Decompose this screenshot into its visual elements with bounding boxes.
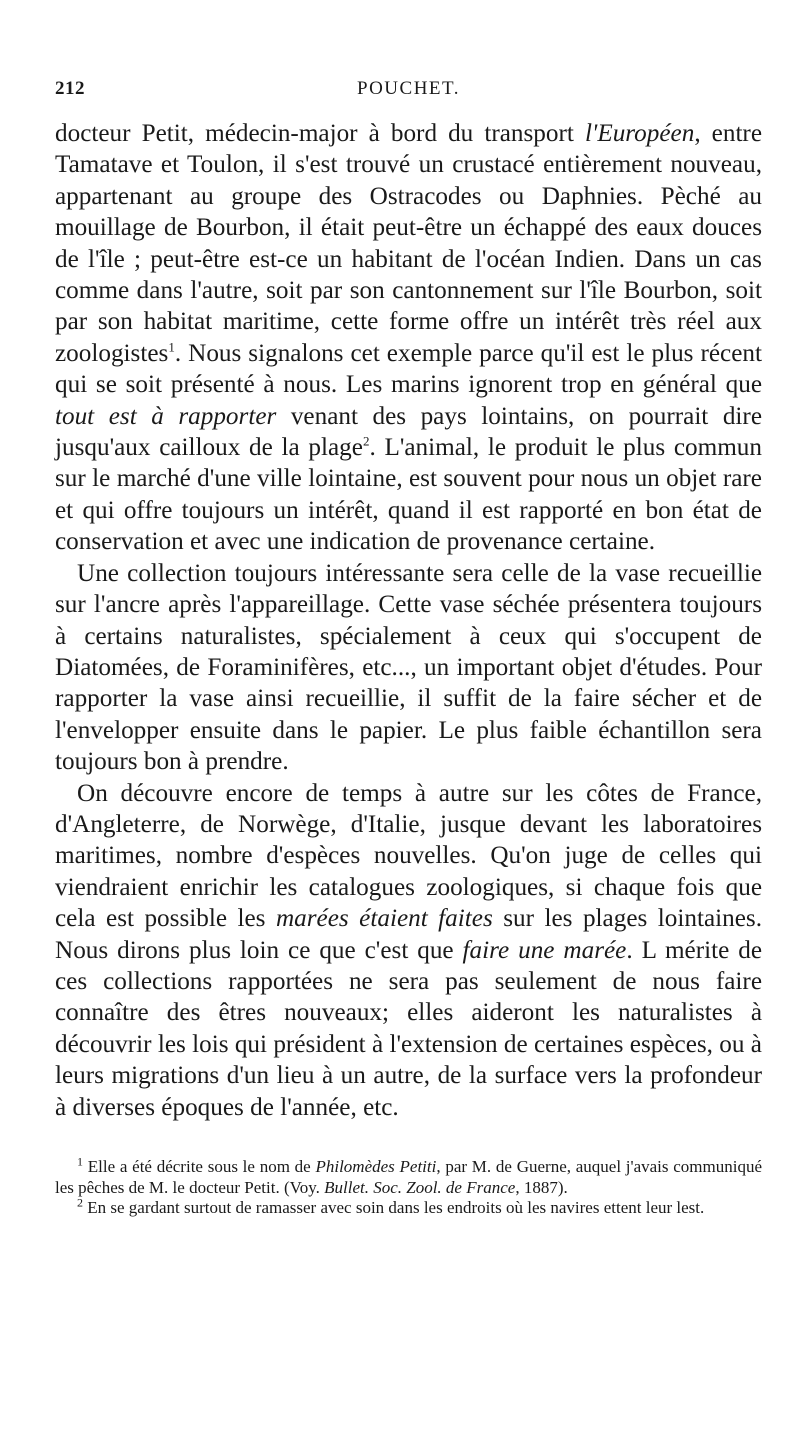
paragraph-1: [55, 118, 762, 558]
paragraph-3-text-1: On découvre encore de temps à autre sur les côtes de France, d'Angleterre, de Norwège, d'Italie, jusque devant les laboratoires maritimes, nombre d'espèces nouvelles. Qu'on juge de celles qui viendraient enrichir les catalogues zoologiques, si chaque fois que cela est possible les: [55, 779, 762, 933]
footnote-2-text: En se gardant surtout de ramasser avec soin dans les endroits où les navires ettent leur lest.: [87, 1198, 705, 1217]
body-text: [55, 118, 762, 1123]
footnote-1-text-2: , par M. de Guerne, auquel j'avais communiqué les pêches de M. le docteur Petit. (Voy.: [55, 1157, 763, 1197]
footnote-2-mark: 2: [77, 1195, 83, 1210]
running-title: POUCHET.: [357, 78, 460, 99]
ship-name-italic: l'Européen: [584, 120, 695, 147]
paragraph-3: [55, 778, 762, 1123]
paragraph-1-text-1: docteur Petit, médecin-major à bord du transport: [55, 120, 585, 147]
paragraph-1-text-2: , entre Tamatave et Toulon, il s'est trouvé un crustacé entièrement nouveau, appartenant au groupe des Ostracodes ou Daphnies. Pèché au mouillage de Bourbon, il était peut-être un échappé des eaux douces de l'île ; peut-être est-ce un habitant de l'océan Indien. Dans un cas comme dans l'autre, soit par son cantonnement sur l'île Bourbon, soit par son habitat maritime, cette forme offre un intérêt très réel aux zoologistes: [55, 120, 763, 367]
book-page: [55, 78, 762, 1418]
footnotes: [55, 1154, 763, 1219]
paragraph-2: Une collection toujours intéressante sera celle de la vase recueillie sur l'ancre après l'appareillage. Cette vase séchée présentera toujours à certains naturalistes, spécialement à ceux qui s'occupent de Diatomées, de Foraminifères, etc..., un important objet d'études. Pour rapporter la vase ainsi recueillie, il suffit de la faire sécher et de l'envelopper ensuite dans le papier. Le plus faible échantillon sera toujours bon à prendre.: [55, 559, 762, 776]
page-number: 212: [55, 78, 85, 99]
paragraph-1-text-5: . L'animal, le produit le plus commun sur le marché d'une ville lointaine, est souvent pour nous un objet rare et qui offre toujours un intérêt, quand il est rapporté en bon état de conservation et avec une indication de provenance certaine.: [55, 434, 762, 556]
journal-name-italic: Bullet. Soc. Zool. de France: [324, 1177, 516, 1197]
emphasis-tout-est-a-rapporter: tout est à rapporter: [55, 402, 277, 430]
footnote-1-text-3: , 1887).: [515, 1177, 568, 1197]
paragraph-1-text-3: . Nous signalons cet exemple parce qu'il est le plus récent qui se soit présenté à nous. Les marins ignorent trop en général que: [55, 339, 762, 399]
running-head: [55, 78, 762, 108]
paragraph-3-text-2: sur les plages lointaines. Nous dirons plus loin ce que c'est que: [55, 905, 762, 964]
paragraph-3-text-3: . L mérite de ces collections rapportées ne sera pas seulement de nous faire connaître des êtres nouveaux; elles aideront les naturalistes à découvrir les lois qui président à l'extension de certaines espèces, ou à leurs migrations d'un lieu à un autre, de la surface vers la profondeur à diverses époques de l'année, etc.: [55, 936, 763, 1121]
footnote-ref-2: 2: [362, 433, 370, 449]
footnote-ref-1: 1: [168, 339, 175, 355]
emphasis-faire-une-maree: faire une marée: [462, 936, 627, 964]
footnote-1-text-1: Elle a été décrite sous le nom de: [87, 1157, 316, 1176]
emphasis-marees-etaient-faites: marées étaient faites: [275, 905, 493, 933]
paragraph-1-text-4: venant des pays lointains, on pourrait dire jusqu'aux cailloux de la plage: [55, 402, 762, 462]
footnote-1-mark: 1: [77, 1154, 83, 1169]
species-name-italic: Philomèdes Petiti: [315, 1157, 437, 1176]
footnote-2: [55, 1195, 762, 1219]
footnote-1: [55, 1154, 763, 1198]
